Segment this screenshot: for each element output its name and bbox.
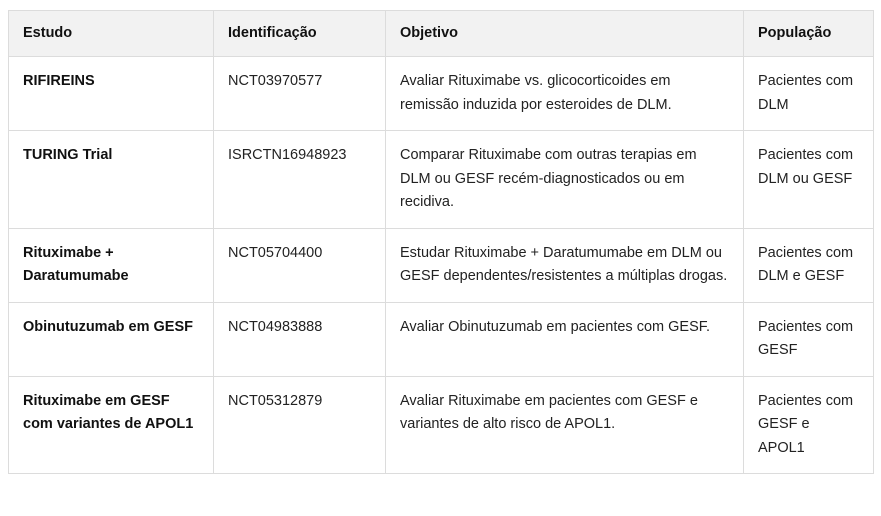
column-header-objetivo: Objetivo bbox=[386, 11, 744, 57]
table-row bbox=[9, 57, 874, 131]
cell-populacao: Pacientes com DLM e GESF bbox=[744, 228, 874, 302]
cell-estudo: RIFIREINS bbox=[9, 57, 214, 131]
cell-estudo: Obinutuzumab em GESF bbox=[9, 302, 214, 376]
cell-objetivo: Avaliar Rituximabe em pacientes com GESF e variantes de alto risco de APOL1. bbox=[386, 376, 744, 473]
cell-identificacao: NCT04983888 bbox=[214, 302, 386, 376]
table-header-row bbox=[9, 11, 874, 57]
cell-identificacao: NCT03970577 bbox=[214, 57, 386, 131]
cell-populacao: Pacientes com GESF bbox=[744, 302, 874, 376]
table-header bbox=[9, 11, 874, 57]
cell-estudo: Rituximabe + Daratumumabe bbox=[9, 228, 214, 302]
cell-objetivo: Estudar Rituximabe + Daratumumabe em DLM ou GESF dependentes/resistentes a múltiplas drogas. bbox=[386, 228, 744, 302]
table-row bbox=[9, 376, 874, 473]
cell-populacao: Pacientes com DLM ou GESF bbox=[744, 131, 874, 228]
cell-populacao: Pacientes com GESF e APOL1 bbox=[744, 376, 874, 473]
table-row bbox=[9, 228, 874, 302]
table-row bbox=[9, 302, 874, 376]
cell-identificacao: NCT05704400 bbox=[214, 228, 386, 302]
column-header-populacao: População bbox=[744, 11, 874, 57]
cell-objetivo: Comparar Rituximabe com outras terapias em DLM ou GESF recém-diagnosticados ou em recidiva. bbox=[386, 131, 744, 228]
cell-estudo: TURING Trial bbox=[9, 131, 214, 228]
cell-populacao: Pacientes com DLM bbox=[744, 57, 874, 131]
cell-identificacao: ISRCTN16948923 bbox=[214, 131, 386, 228]
cell-identificacao: NCT05312879 bbox=[214, 376, 386, 473]
cell-objetivo: Avaliar Rituximabe vs. glicocorticoides em remissão induzida por esteroides de DLM. bbox=[386, 57, 744, 131]
cell-estudo: Rituximabe em GESF com variantes de APOL1 bbox=[9, 376, 214, 473]
table-body bbox=[9, 57, 874, 474]
table-row bbox=[9, 131, 874, 228]
clinical-trials-table bbox=[8, 10, 874, 474]
column-header-identificacao: Identificação bbox=[214, 11, 386, 57]
cell-objetivo: Avaliar Obinutuzumab em pacientes com GESF. bbox=[386, 302, 744, 376]
column-header-estudo: Estudo bbox=[9, 11, 214, 57]
